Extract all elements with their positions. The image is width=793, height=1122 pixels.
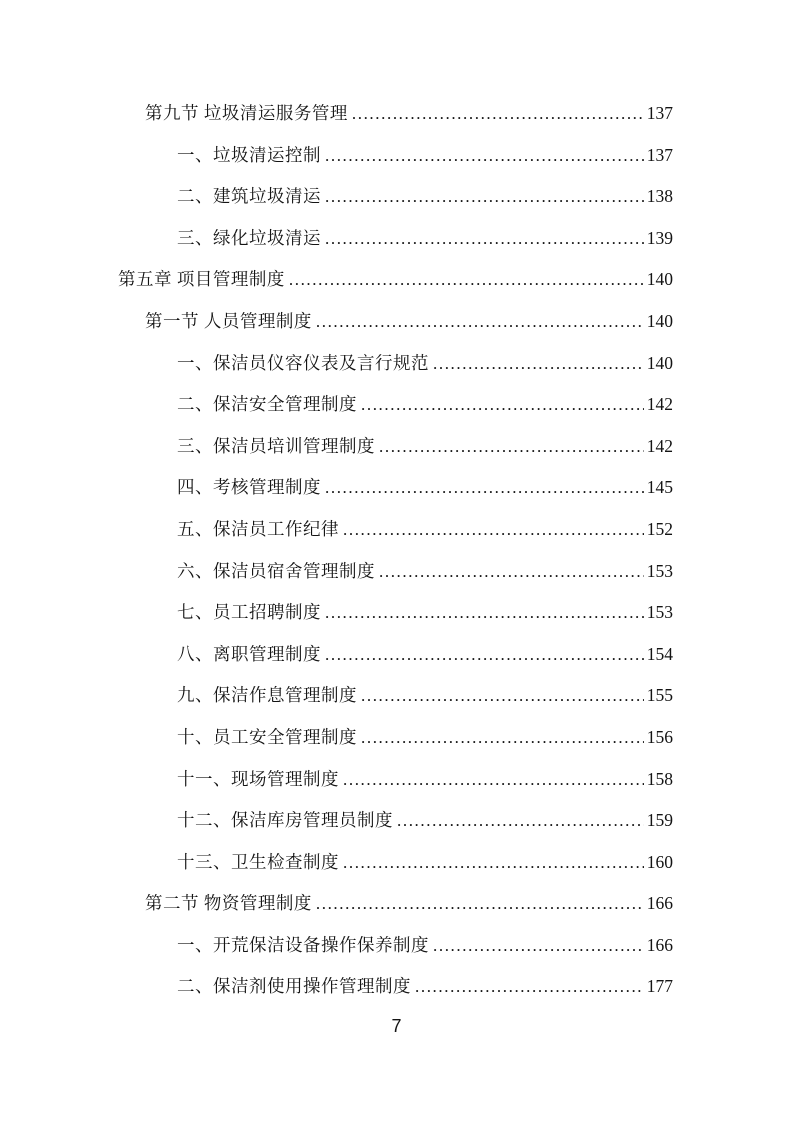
toc-entry-label: 八、离职管理制度 bbox=[177, 643, 321, 664]
toc-leader-dots bbox=[325, 592, 644, 634]
toc-leader-dots bbox=[316, 301, 644, 343]
toc-leader-dots bbox=[325, 467, 644, 509]
toc-entry[interactable] bbox=[118, 384, 673, 426]
toc-leader-dots bbox=[415, 966, 644, 1008]
toc-entry-label: 二、保洁剂使用操作管理制度 bbox=[177, 976, 411, 997]
toc-entry[interactable] bbox=[118, 966, 673, 1008]
toc-entry-page-number: 142 bbox=[646, 394, 673, 415]
toc-entry-label: 三、保洁员培训管理制度 bbox=[177, 435, 375, 456]
toc-entry[interactable] bbox=[118, 426, 673, 468]
toc-entry-page-number: 158 bbox=[646, 768, 673, 789]
toc-leader-dots bbox=[379, 426, 644, 468]
toc-entry[interactable] bbox=[118, 218, 673, 260]
toc-entry[interactable] bbox=[118, 176, 673, 218]
toc-entry-label: 第九节 垃圾清运服务管理 bbox=[145, 103, 348, 123]
toc-entry-page-number: 139 bbox=[646, 227, 673, 248]
toc-entry[interactable] bbox=[118, 634, 673, 676]
toc-entry-page-number: 154 bbox=[646, 643, 673, 664]
toc-entry-page-number: 166 bbox=[646, 934, 673, 955]
toc-entry[interactable] bbox=[118, 301, 673, 343]
toc-entry-label: 六、保洁员宿舍管理制度 bbox=[177, 560, 375, 581]
toc-entry-label: 九、保洁作息管理制度 bbox=[177, 685, 357, 706]
toc-entry-label: 十、员工安全管理制度 bbox=[177, 726, 357, 747]
toc-entry[interactable] bbox=[118, 551, 673, 593]
toc-entry-label: 一、垃圾清运控制 bbox=[177, 144, 321, 165]
toc-entry[interactable] bbox=[118, 717, 673, 759]
toc-entry-page-number: 138 bbox=[646, 186, 673, 207]
toc-leader-dots bbox=[343, 509, 644, 551]
toc-entry-page-number: 152 bbox=[646, 518, 673, 539]
toc-entry[interactable] bbox=[118, 259, 673, 301]
toc-entry[interactable] bbox=[118, 883, 673, 925]
toc-entry-label: 一、保洁员仪容仪表及言行规范 bbox=[177, 352, 429, 373]
toc-entry[interactable] bbox=[118, 467, 673, 509]
toc-entry-label: 一、开荒保洁设备操作保养制度 bbox=[177, 934, 429, 955]
toc-entry-page-number: 177 bbox=[646, 976, 673, 997]
toc-leader-dots bbox=[433, 343, 644, 385]
toc-leader-dots bbox=[361, 384, 644, 426]
toc-leader-dots bbox=[361, 717, 644, 759]
toc-entry-page-number: 160 bbox=[646, 851, 673, 872]
toc-leader-dots bbox=[289, 259, 644, 301]
toc-entry-label: 三、绿化垃圾清运 bbox=[177, 227, 321, 248]
toc-entry-label: 五、保洁员工作纪律 bbox=[177, 518, 339, 539]
toc-entry-label: 十二、保洁库房管理员制度 bbox=[177, 810, 393, 831]
toc-entry-label: 二、建筑垃圾清运 bbox=[177, 186, 321, 207]
toc-entry-page-number: 156 bbox=[646, 726, 673, 747]
toc-entry[interactable] bbox=[118, 759, 673, 801]
toc-entry-page-number: 137 bbox=[646, 144, 673, 165]
toc-entry-label: 第一节 人员管理制度 bbox=[145, 310, 312, 331]
toc-entry[interactable] bbox=[118, 509, 673, 551]
toc-leader-dots bbox=[343, 842, 644, 884]
toc-entry-page-number: 155 bbox=[646, 685, 673, 706]
toc-entry-page-number: 140 bbox=[646, 310, 673, 331]
toc-entry-page-number: 137 bbox=[646, 103, 673, 123]
toc-entry-page-number: 153 bbox=[646, 560, 673, 581]
toc-entry[interactable] bbox=[118, 675, 673, 717]
toc-entry-page-number: 140 bbox=[646, 269, 673, 290]
toc-entry[interactable] bbox=[118, 135, 673, 177]
toc-list bbox=[118, 93, 673, 1008]
toc-entry-page-number: 153 bbox=[646, 602, 673, 623]
toc-leader-dots bbox=[379, 551, 644, 593]
toc-entry-label: 十三、卫生检查制度 bbox=[177, 851, 339, 872]
toc-leader-dots bbox=[352, 93, 644, 135]
toc-entry-page-number: 142 bbox=[646, 435, 673, 456]
toc-leader-dots bbox=[316, 883, 644, 925]
toc-entry-label: 七、员工招聘制度 bbox=[177, 602, 321, 623]
footer-page-number: 7 bbox=[391, 1016, 402, 1036]
toc-entry[interactable] bbox=[118, 925, 673, 967]
toc-leader-dots bbox=[325, 634, 644, 676]
toc-leader-dots bbox=[343, 759, 644, 801]
toc-entry-page-number: 140 bbox=[646, 352, 673, 373]
toc-entry-label: 四、考核管理制度 bbox=[177, 477, 321, 498]
toc-entry[interactable] bbox=[118, 842, 673, 884]
toc-entry-label: 第五章 项目管理制度 bbox=[118, 269, 285, 290]
toc-entry-page-number: 159 bbox=[646, 810, 673, 831]
toc-leader-dots bbox=[325, 218, 644, 260]
toc-entry-label: 第二节 物资管理制度 bbox=[145, 893, 312, 914]
toc-entry[interactable] bbox=[118, 343, 673, 385]
toc-entry[interactable] bbox=[118, 800, 673, 842]
toc-leader-dots bbox=[325, 135, 644, 177]
toc-leader-dots bbox=[433, 925, 644, 967]
toc-entry-page-number: 166 bbox=[646, 893, 673, 914]
toc-entry[interactable] bbox=[118, 93, 673, 135]
toc-entry-label: 十一、现场管理制度 bbox=[177, 768, 339, 789]
toc-leader-dots bbox=[361, 675, 644, 717]
toc-entry-label: 二、保洁安全管理制度 bbox=[177, 394, 357, 415]
toc-entry[interactable] bbox=[118, 592, 673, 634]
toc-entry-page-number: 145 bbox=[646, 477, 673, 498]
toc-leader-dots bbox=[325, 176, 644, 218]
toc-leader-dots bbox=[397, 800, 644, 842]
